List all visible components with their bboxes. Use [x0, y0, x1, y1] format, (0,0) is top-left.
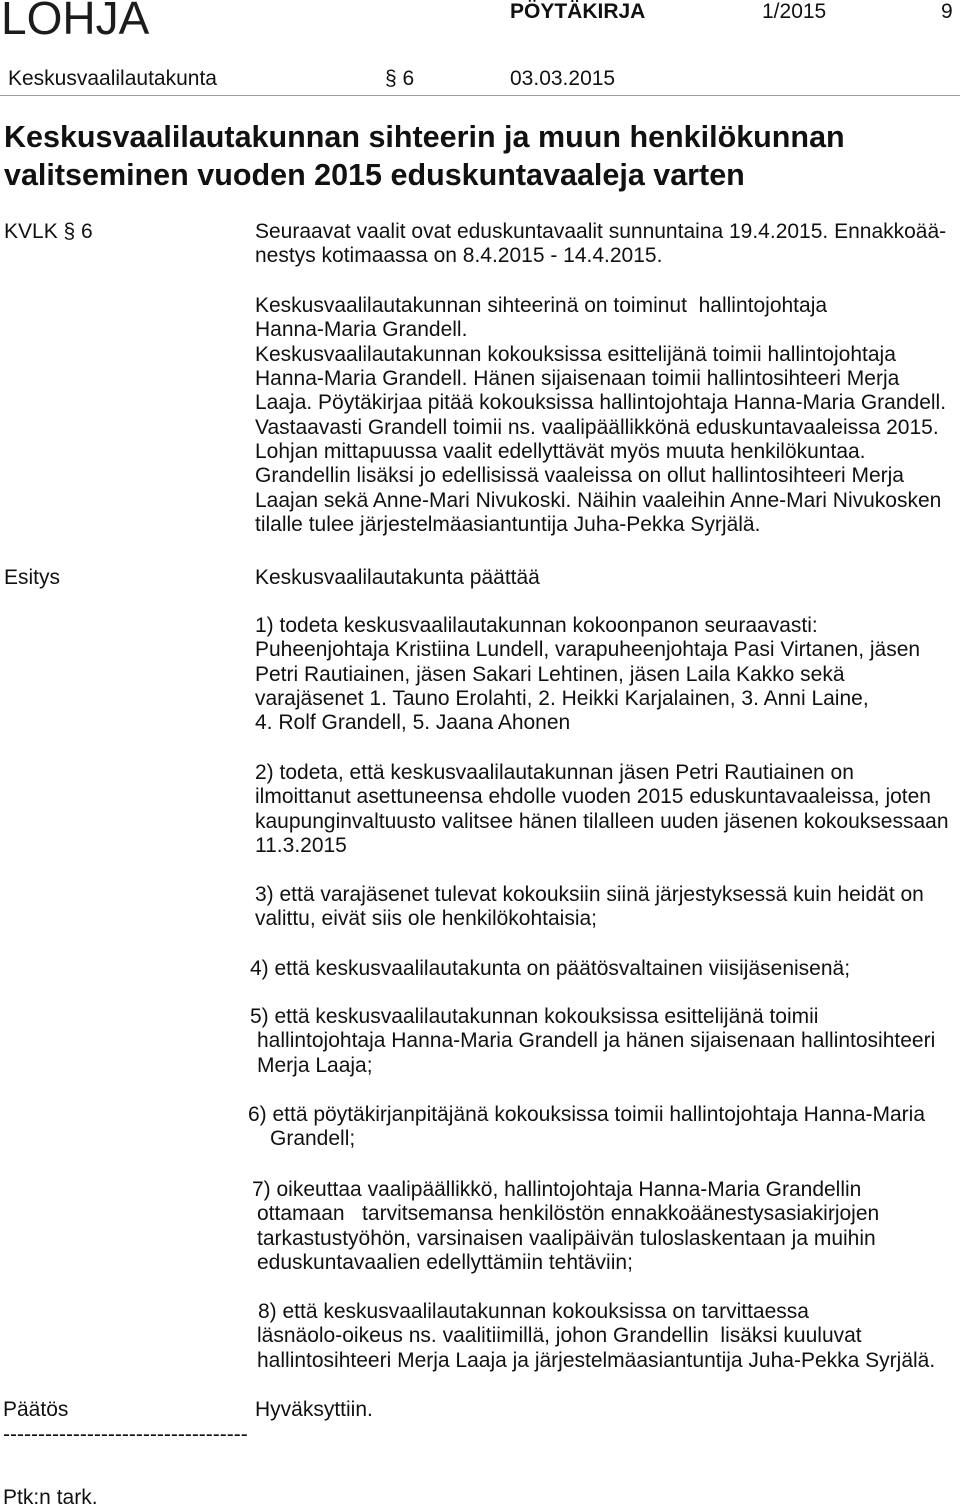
- meeting-date: 03.03.2015: [510, 67, 616, 90]
- text-line: 3) että varajäsenet tulevat kokouksiin siinä järjestyksessä kuin heidät on: [255, 883, 924, 906]
- text-line: hallintojohtaja Hanna-Maria Grandell ja hänen sijaisenaan hallintosihteeri: [257, 1029, 936, 1053]
- case-paragraph: [255, 220, 946, 269]
- text-line: Laajan sekä Anne-Mari Nivukoski. Näihin vaaleihin Anne-Mari Nivukosken: [255, 488, 942, 512]
- text-line: Keskusvaalilautakunnan sihteerinä on toiminut hallintojohtaja: [255, 294, 828, 317]
- page-number: 9: [941, 0, 953, 23]
- text-line: 8) että keskusvaalilautakunnan kokouksissa on tarvittaessa: [258, 1300, 809, 1323]
- text-line: eduskuntavaalien edellyttämiin tehtäviin;: [257, 1251, 633, 1275]
- proposal-intro: Keskusvaalilautakunta päättää: [255, 566, 540, 589]
- text-line: Grandell;: [270, 1127, 356, 1151]
- text-line: tilalle tulee järjestelmäasiantuntija Juha-Pekka Syrjälä.: [255, 513, 761, 537]
- section-number: § 6: [385, 67, 415, 90]
- text-line: 2) todeta, että keskusvaalilautakunnan jäsen Petri Rautiainen on: [255, 761, 854, 784]
- text-line: läsnäolo-oikeus ns. vaalitiimillä, johon Grandellin lisäksi kuuluvat: [257, 1324, 862, 1348]
- header-divider: [0, 95, 960, 96]
- text-line: kaupunginvaltuusto valitsee hänen tilalleen uuden jäsenen kokouksessaan: [255, 809, 949, 833]
- text-line: Hanna-Maria Grandell.: [255, 318, 468, 342]
- text-line: ottamaan tarvitsemansa henkilöstön ennakkoäänestysasiakirjojen: [257, 1202, 880, 1226]
- text-line: 11.3.2015: [255, 834, 347, 858]
- proposal-label: Esitys: [4, 566, 61, 589]
- text-line: Seuraavat vaalit ovat eduskuntavaalit sunnuntaina 19.4.2015. Ennakkoää-: [255, 220, 947, 243]
- lohja-logo: LOHJA: [1, 0, 150, 44]
- text-line: Hanna-Maria Grandell. Hänen sijaisenaan toimii hallintosihteeri Merja: [255, 367, 900, 391]
- title-line: valitseminen vuoden 2015 eduskuntavaaleja varten: [4, 158, 745, 192]
- text-line: Keskusvaalilautakunnan kokouksissa esittelijänä toimii hallintojohtaja: [255, 342, 896, 366]
- document-number: 1/2015: [762, 0, 827, 23]
- minutes-reviewer-label: Ptk:n tark.: [3, 1486, 98, 1509]
- text-line: varajäsenet 1. Tauno Erolahti, 2. Heikki Karjalainen, 3. Anni Laine,: [255, 687, 869, 711]
- text-line: valittu, eivät siis ole henkilökohtaisia;: [255, 907, 598, 931]
- text-line: 6) että pöytäkirjanpitäjänä kokouksissa toimii hallintojohtaja Hanna-Maria: [248, 1103, 926, 1126]
- text-line: tarkastustyöhön, varsinaisen vaalipäivän tuloslaskentaan ja muihin: [257, 1226, 876, 1250]
- text-line: Puheenjohtaja Kristiina Lundell, varapuheenjohtaja Pasi Virtanen, jäsen: [255, 638, 921, 662]
- text-line: Petri Rautiainen, jäsen Sakari Lehtinen, jäsen Laila Kakko sekä: [255, 662, 845, 686]
- text-line: hallintosihteeri Merja Laaja ja järjestelmäasiantuntija Juha-Pekka Syrjälä.: [257, 1348, 936, 1372]
- text-line: 4) että keskusvaalilautakunta on päätösvaltainen viisijäsenisenä;: [250, 957, 851, 980]
- text-line: Lohjan mittapuussa vaalit edellyttävät myös muuta henkilökuntaa.: [255, 440, 866, 464]
- text-line: Merja Laaja;: [257, 1053, 373, 1077]
- page-title: [4, 118, 845, 194]
- text-line: nestys kotimaassa on 8.4.2015 - 14.4.2015.: [255, 244, 663, 268]
- decision-text: Hyväksyttiin.: [255, 1398, 373, 1421]
- case-label: KVLK § 6: [4, 220, 93, 243]
- meeting-body-name: Keskusvaalilautakunta: [8, 67, 217, 90]
- text-line: 4. Rolf Grandell, 5. Jaana Ahonen: [255, 711, 571, 735]
- text-line: 7) oikeuttaa vaalipäällikkö, hallintojohtaja Hanna-Maria Grandellin: [252, 1178, 862, 1201]
- case-paragraph: [255, 294, 946, 537]
- text-line: Laaja. Pöytäkirjaa pitää kokouksissa hallintojohtaja Hanna-Maria Grandell.: [255, 391, 947, 415]
- signature-separator: -----------------------------------: [3, 1423, 248, 1446]
- text-line: ilmoittanut asettuneensa ehdolle vuoden 2015 eduskuntavaaleissa, joten: [255, 785, 931, 809]
- title-line: Keskusvaalilautakunnan sihteerin ja muun henkilökunnan: [4, 120, 845, 154]
- text-line: Grandellin lisäksi jo edellisissä vaaleissa on ollut hallintosihteeri Merja: [255, 464, 904, 488]
- text-line: 1) todeta keskusvaalilautakunnan kokoonpanon seuraavasti:: [255, 614, 818, 637]
- text-line: Vastaavasti Grandell toimii ns. vaalipäällikkönä eduskuntavaaleissa 2015.: [255, 415, 939, 439]
- text-line: 5) että keskusvaalilautakunnan kokouksissa esittelijänä toimii: [250, 1005, 819, 1028]
- decision-label: Päätös: [3, 1398, 69, 1421]
- document-type: PÖYTÄKIRJA: [510, 0, 646, 23]
